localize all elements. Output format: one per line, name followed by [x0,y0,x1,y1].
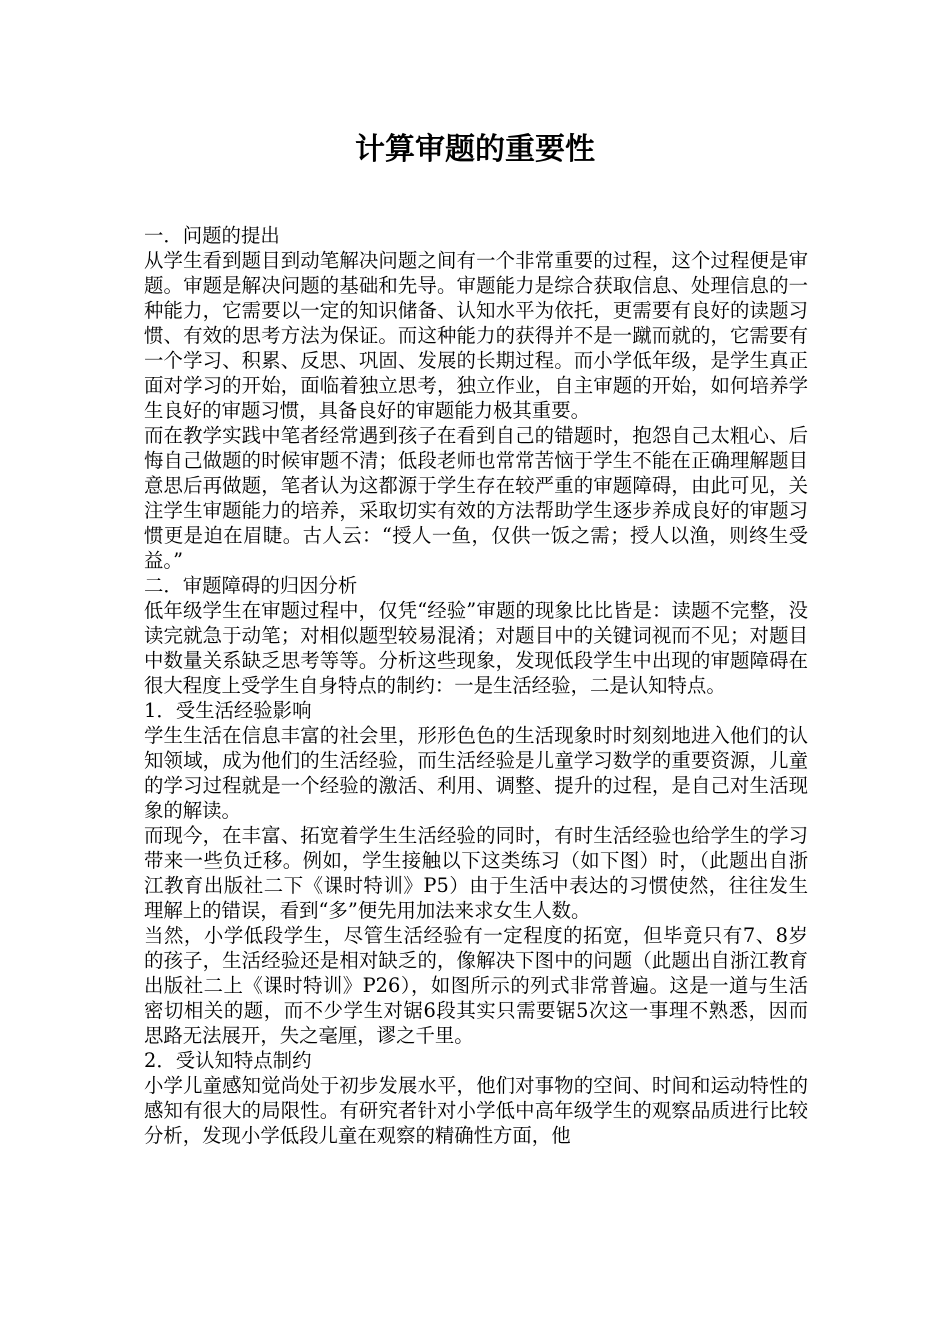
subsection-heading: 1．受生活经验影响 [144,699,312,722]
subsection-heading: 2．受认知特点制约 [144,1049,312,1072]
paragraph: 而在教学实践中笔者经常遇到孩子在看到自己的错题时，抱怨自己太粗心、后悔自己做题的时候审题不清；低段老师也常常苦恼于学生不能在正确理解题目意思后再做题，笔者认为这都源于学生存在较严重的审题障碍，由此可见，关注学生审题能力的培养，采取切实有效的方法帮助学生逐步养成良好的审题习惯更是迫在眉睫。古人云：“授人一鱼，仅供一饭之需；授人以渔，则终生受益。” [144,424,808,572]
paragraph: 学生生活在信息丰富的社会里，形形色色的生活现象时时刻刻地进入他们的认知领域，成为他们的生活经验，而生活经验是儿童学习数学的重要资源，儿童的学习过程就是一个经验的激活、利用、调整、提升的过程，是自己对生活现象的解读。 [144,724,808,822]
document-title: 计算审题的重要性 [355,132,595,167]
paragraph: 小学儿童感知觉尚处于初步发展水平，他们对事物的空间、时间和运动特性的感知有很大的局限性。有研究者针对小学低中高年级学生的观察品质进行比较分析，发现小学低段儿童在观察的精确性方面，他 [144,1074,808,1147]
paragraph: 而现今，在丰富、拓宽着学生生活经验的同时，有时生活经验也给学生的学习带来一些负迁移。例如，学生接触以下这类练习（如下图）时，（此题出自浙江教育出版社二下《课时特训》P5）由于生活中表达的习惯使然，往往发生理解上的错误，看到“多”便先用加法来求女生人数。 [144,824,808,922]
section-heading: 二．审题障碍的归因分析 [144,574,358,597]
paragraph: 当然，小学低段学生，尽管生活经验有一定程度的拓宽，但毕竟只有7、8岁的孩子，生活经验还是相对缺乏的，像解决下图中的问题（此题出自浙江教育出版社二上《课时特训》P26），如图所示的列式非常普遍。这是一道与生活密切相关的题，而不少学生对锯6段其实只需要锯5次这一事理不熟悉，因而思路无法展开，失之毫厘，谬之千里。 [144,924,808,1047]
paragraph: 低年级学生在审题过程中，仅凭“经验”审题的现象比比皆是：读题不完整，没读完就急于动笔；对相似题型较易混淆；对题目中的关键词视而不见；对题目中数量关系缺乏思考等等。分析这些现象，发现低段学生中出现的审题障碍在很大程度上受学生自身特点的制约：一是生活经验，二是认知特点。 [144,599,808,697]
paragraph: 从学生看到题目到动笔解决问题之间有一个非常重要的过程，这个过程便是审题。审题是解决问题的基础和先导。审题能力是综合获取信息、处理信息的一种能力，它需要以一定的知识储备、认知水平为依托，更需要有良好的读题习惯、有效的思考方法为保证。而这种能力的获得并不是一蹴而就的，它需要有一个学习、积累、反思、巩固、发展的长期过程。而小学低年级，是学生真正面对学习的开始，面临着独立思考，独立作业，自主审题的开始，如何培养学生良好的审题习惯，具备良好的审题能力极其重要。 [144,249,808,422]
section-heading: 一．问题的提出 [144,224,280,247]
document-body [144,223,808,1148]
